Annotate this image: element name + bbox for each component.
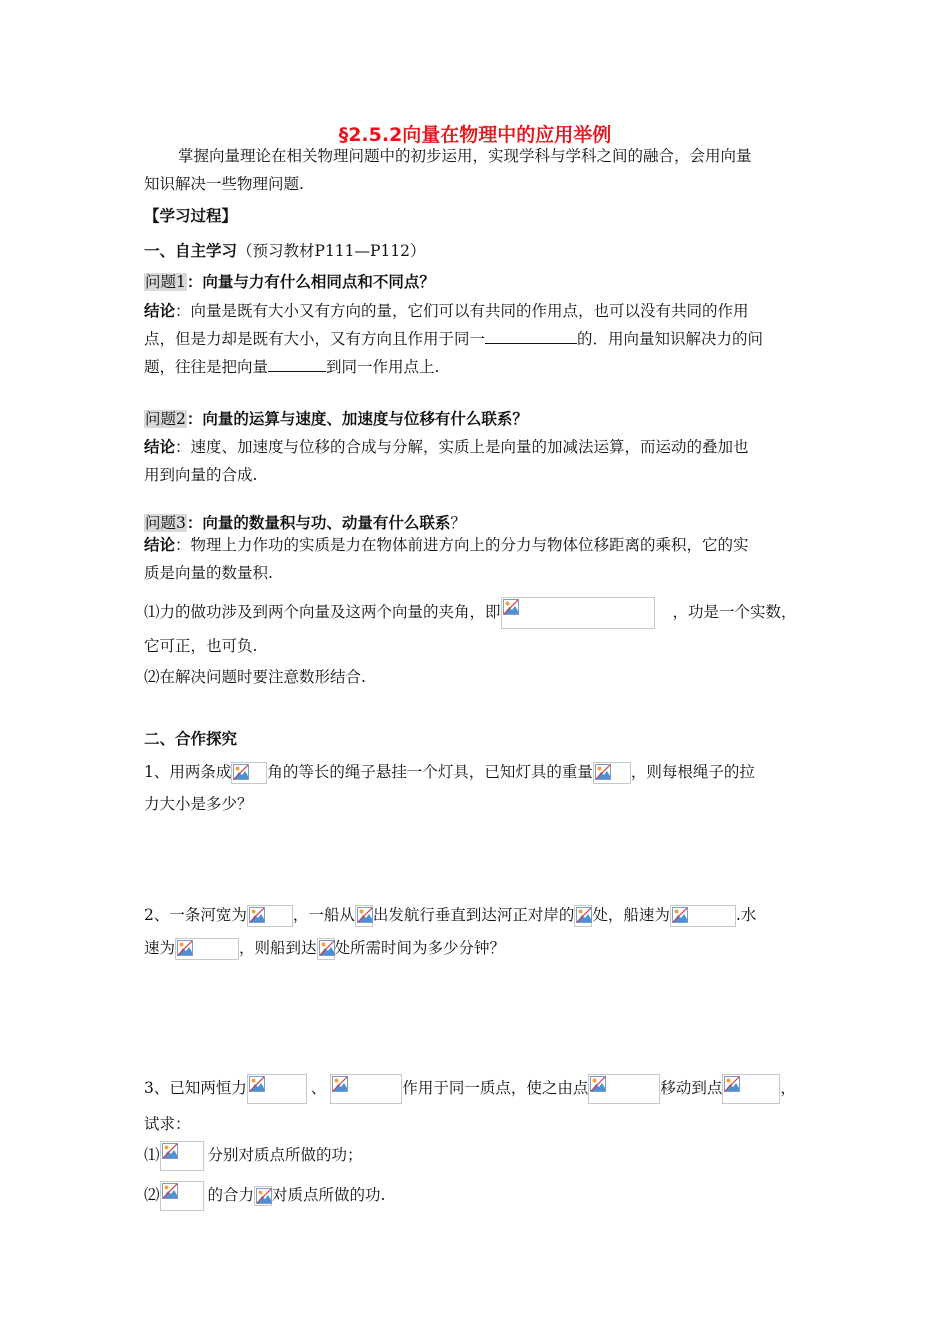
problem-2-text-a: 2、一条河宽为 [144, 906, 247, 924]
broken-image-icon [595, 764, 611, 780]
conclusion-2-line-1 [144, 437, 749, 457]
broken-image-icon [672, 907, 688, 923]
broken-image-icon [357, 907, 373, 923]
broken-image-icon [249, 1076, 265, 1092]
formula-image-icon [160, 1181, 204, 1211]
broken-image-icon [503, 599, 519, 615]
problem-3-text-b: 、 [310, 1079, 327, 1097]
broken-image-icon [319, 940, 335, 956]
problem-3-text-d: 移动到点 [660, 1079, 723, 1097]
fill-blank-1[interactable] [485, 329, 577, 344]
broken-image-icon [576, 907, 592, 923]
conclusion-3-label: 结论 [144, 536, 176, 554]
item-1-text-b: ，功是一个实数， [672, 603, 797, 621]
formula-image-icon [501, 597, 655, 629]
intro-line-1: 掌握向量理论在相关物理问题中的初步运用，实现学科与学科之间的融合，会用向量 [178, 147, 752, 165]
conclusion-1-line-3 [144, 357, 439, 377]
broken-image-icon [233, 764, 249, 780]
question-2 [144, 409, 528, 429]
problem-1-text-b: 角的等长的绳子悬挂一个灯具，已知灯具的重量 [267, 763, 593, 781]
formula-image-icon [317, 938, 335, 960]
document-title: §2.5.2向量在物理中的应用举例 [338, 124, 612, 146]
section-2-heading: 二、合作探究 [144, 730, 238, 748]
question-1-text: ：向量与力有什么相同点和不同点？ [186, 273, 435, 291]
fill-blank-2[interactable] [268, 357, 326, 372]
problem-2-line-1 [144, 905, 756, 927]
problem-1-line-1 [144, 762, 755, 784]
broken-image-icon [332, 1076, 348, 1092]
formula-image-icon [574, 905, 592, 927]
problem-3-sub-1 [144, 1140, 363, 1171]
conclusion-3-text-1: ：物理上力作功的实质是力在物体前进方向上的分力与物体位移距离的乘积，它的实 [175, 536, 749, 554]
conclusion-1-line-1 [144, 301, 749, 321]
conclusion-3-line-1 [144, 535, 749, 555]
conclusion-1-text-2a: 点，但是力却是既有大小，又有方向且作用于同一 [144, 330, 486, 348]
problem-2-text-c: 出发航行垂直到达河正对岸的 [372, 906, 575, 924]
conclusion-1-text-3a: 题，往往是把向量 [144, 358, 269, 376]
problem-1-text-a: 1、用两条成 [144, 763, 232, 781]
formula-image-icon [160, 1141, 204, 1171]
problem-3-sub-2-index: ⑵ [144, 1186, 160, 1204]
formula-image-icon [670, 905, 736, 927]
broken-image-icon [590, 1076, 606, 1092]
question-1-label: 问题1 [145, 273, 186, 291]
problem-2-text-f: 速为 [144, 939, 176, 957]
question-2-label: 问题2 [145, 410, 186, 428]
section-1-note: （预习教材P111—P112） [237, 242, 426, 260]
problem-2-line-2 [144, 938, 505, 960]
formula-image-icon [593, 762, 631, 784]
formula-image-icon [355, 905, 373, 927]
broken-image-icon [162, 1143, 178, 1159]
problem-2-text-e: .水 [735, 906, 757, 924]
conclusion-3-item-1 [144, 596, 797, 629]
problem-3-sub-2-text-b: 对质点所做的功. [272, 1186, 386, 1204]
conclusion-3-item-1c: 它可正，也可负. [144, 637, 258, 655]
problem-2-text-h: 处所需时间为多少分钟？ [334, 939, 506, 957]
conclusion-2-line-2: 用到向量的合成. [144, 466, 258, 484]
section-1-heading [144, 241, 426, 261]
conclusion-2-label: 结论 [144, 438, 176, 456]
formula-image-icon [330, 1074, 402, 1104]
broken-image-icon [177, 940, 193, 956]
formula-image-icon [247, 1074, 307, 1104]
question-3 [144, 513, 466, 533]
section-learning-process: 【学习过程】 [144, 207, 238, 225]
question-3-label: 问题3 [145, 514, 186, 532]
broken-image-icon [249, 907, 265, 923]
problem-2-text-d: 处，船速为 [592, 906, 670, 924]
conclusion-1-line-2 [144, 329, 763, 349]
broken-image-icon [256, 1188, 272, 1204]
problem-3-line-1 [144, 1073, 796, 1104]
problem-3-text-c: 作用于同一质点，使之由点 [402, 1079, 589, 1097]
problem-3-sub-2 [144, 1180, 385, 1211]
conclusion-3-item-2: ⑵在解决问题时要注意数形结合. [144, 668, 366, 686]
conclusion-1-label: 结论 [144, 302, 176, 320]
broken-image-icon [724, 1076, 740, 1092]
problem-3-line-2: 试求： [144, 1115, 191, 1133]
formula-image-icon [247, 905, 293, 927]
broken-image-icon [162, 1183, 178, 1199]
conclusion-1-text-1: ：向量是既有大小又有方向的量，它们可以有共同的作用点，也可以没有共同的作用 [175, 302, 749, 320]
problem-3-text-a: 3、已知两恒力 [144, 1079, 247, 1097]
question-3-text: ：向量的数量积与功、动量有什么联系 [186, 514, 451, 532]
formula-image-icon [588, 1074, 660, 1104]
problem-3-sub-2-text-a: 的合力 [207, 1186, 255, 1204]
intro-line-2: 知识解决一些物理问题. [144, 175, 304, 193]
problem-3-sub-1-text: 分别对质点所做的功； [207, 1146, 363, 1164]
problem-3-text-e: ， [780, 1079, 796, 1097]
conclusion-3-line-2: 质是向量的数量积. [144, 564, 273, 582]
problem-2-text-b: ，一船从 [292, 906, 355, 924]
item-1-text-a: ⑴力的做功涉及到两个向量及这两个向量的夹角，即 [144, 603, 501, 621]
conclusion-1-text-3b: 到同一作用点上. [326, 358, 440, 376]
formula-image-icon [254, 1186, 272, 1206]
conclusion-2-text-1: ：速度、加速度与位移的合成与分解，实质上是向量的加减法运算，而运动的叠加也 [175, 438, 749, 456]
formula-image-icon [231, 762, 267, 784]
formula-image-icon [175, 938, 239, 960]
question-3-mark: ？ [450, 514, 466, 532]
problem-1-line-2: 力大小是多少？ [144, 795, 253, 813]
problem-1-text-c: ，则每根绳子的拉 [630, 763, 755, 781]
question-2-text: ：向量的运算与速度、加速度与位移有什么联系？ [186, 410, 528, 428]
problem-3-sub-1-index: ⑴ [144, 1146, 160, 1164]
question-1 [144, 272, 435, 292]
problem-2-text-g: ，则船到达 [239, 939, 317, 957]
conclusion-1-text-2b: 的．用向量知识解决力的问 [577, 330, 764, 348]
section-1-title: 一、自主学习 [144, 242, 238, 260]
formula-image-icon [722, 1074, 780, 1104]
